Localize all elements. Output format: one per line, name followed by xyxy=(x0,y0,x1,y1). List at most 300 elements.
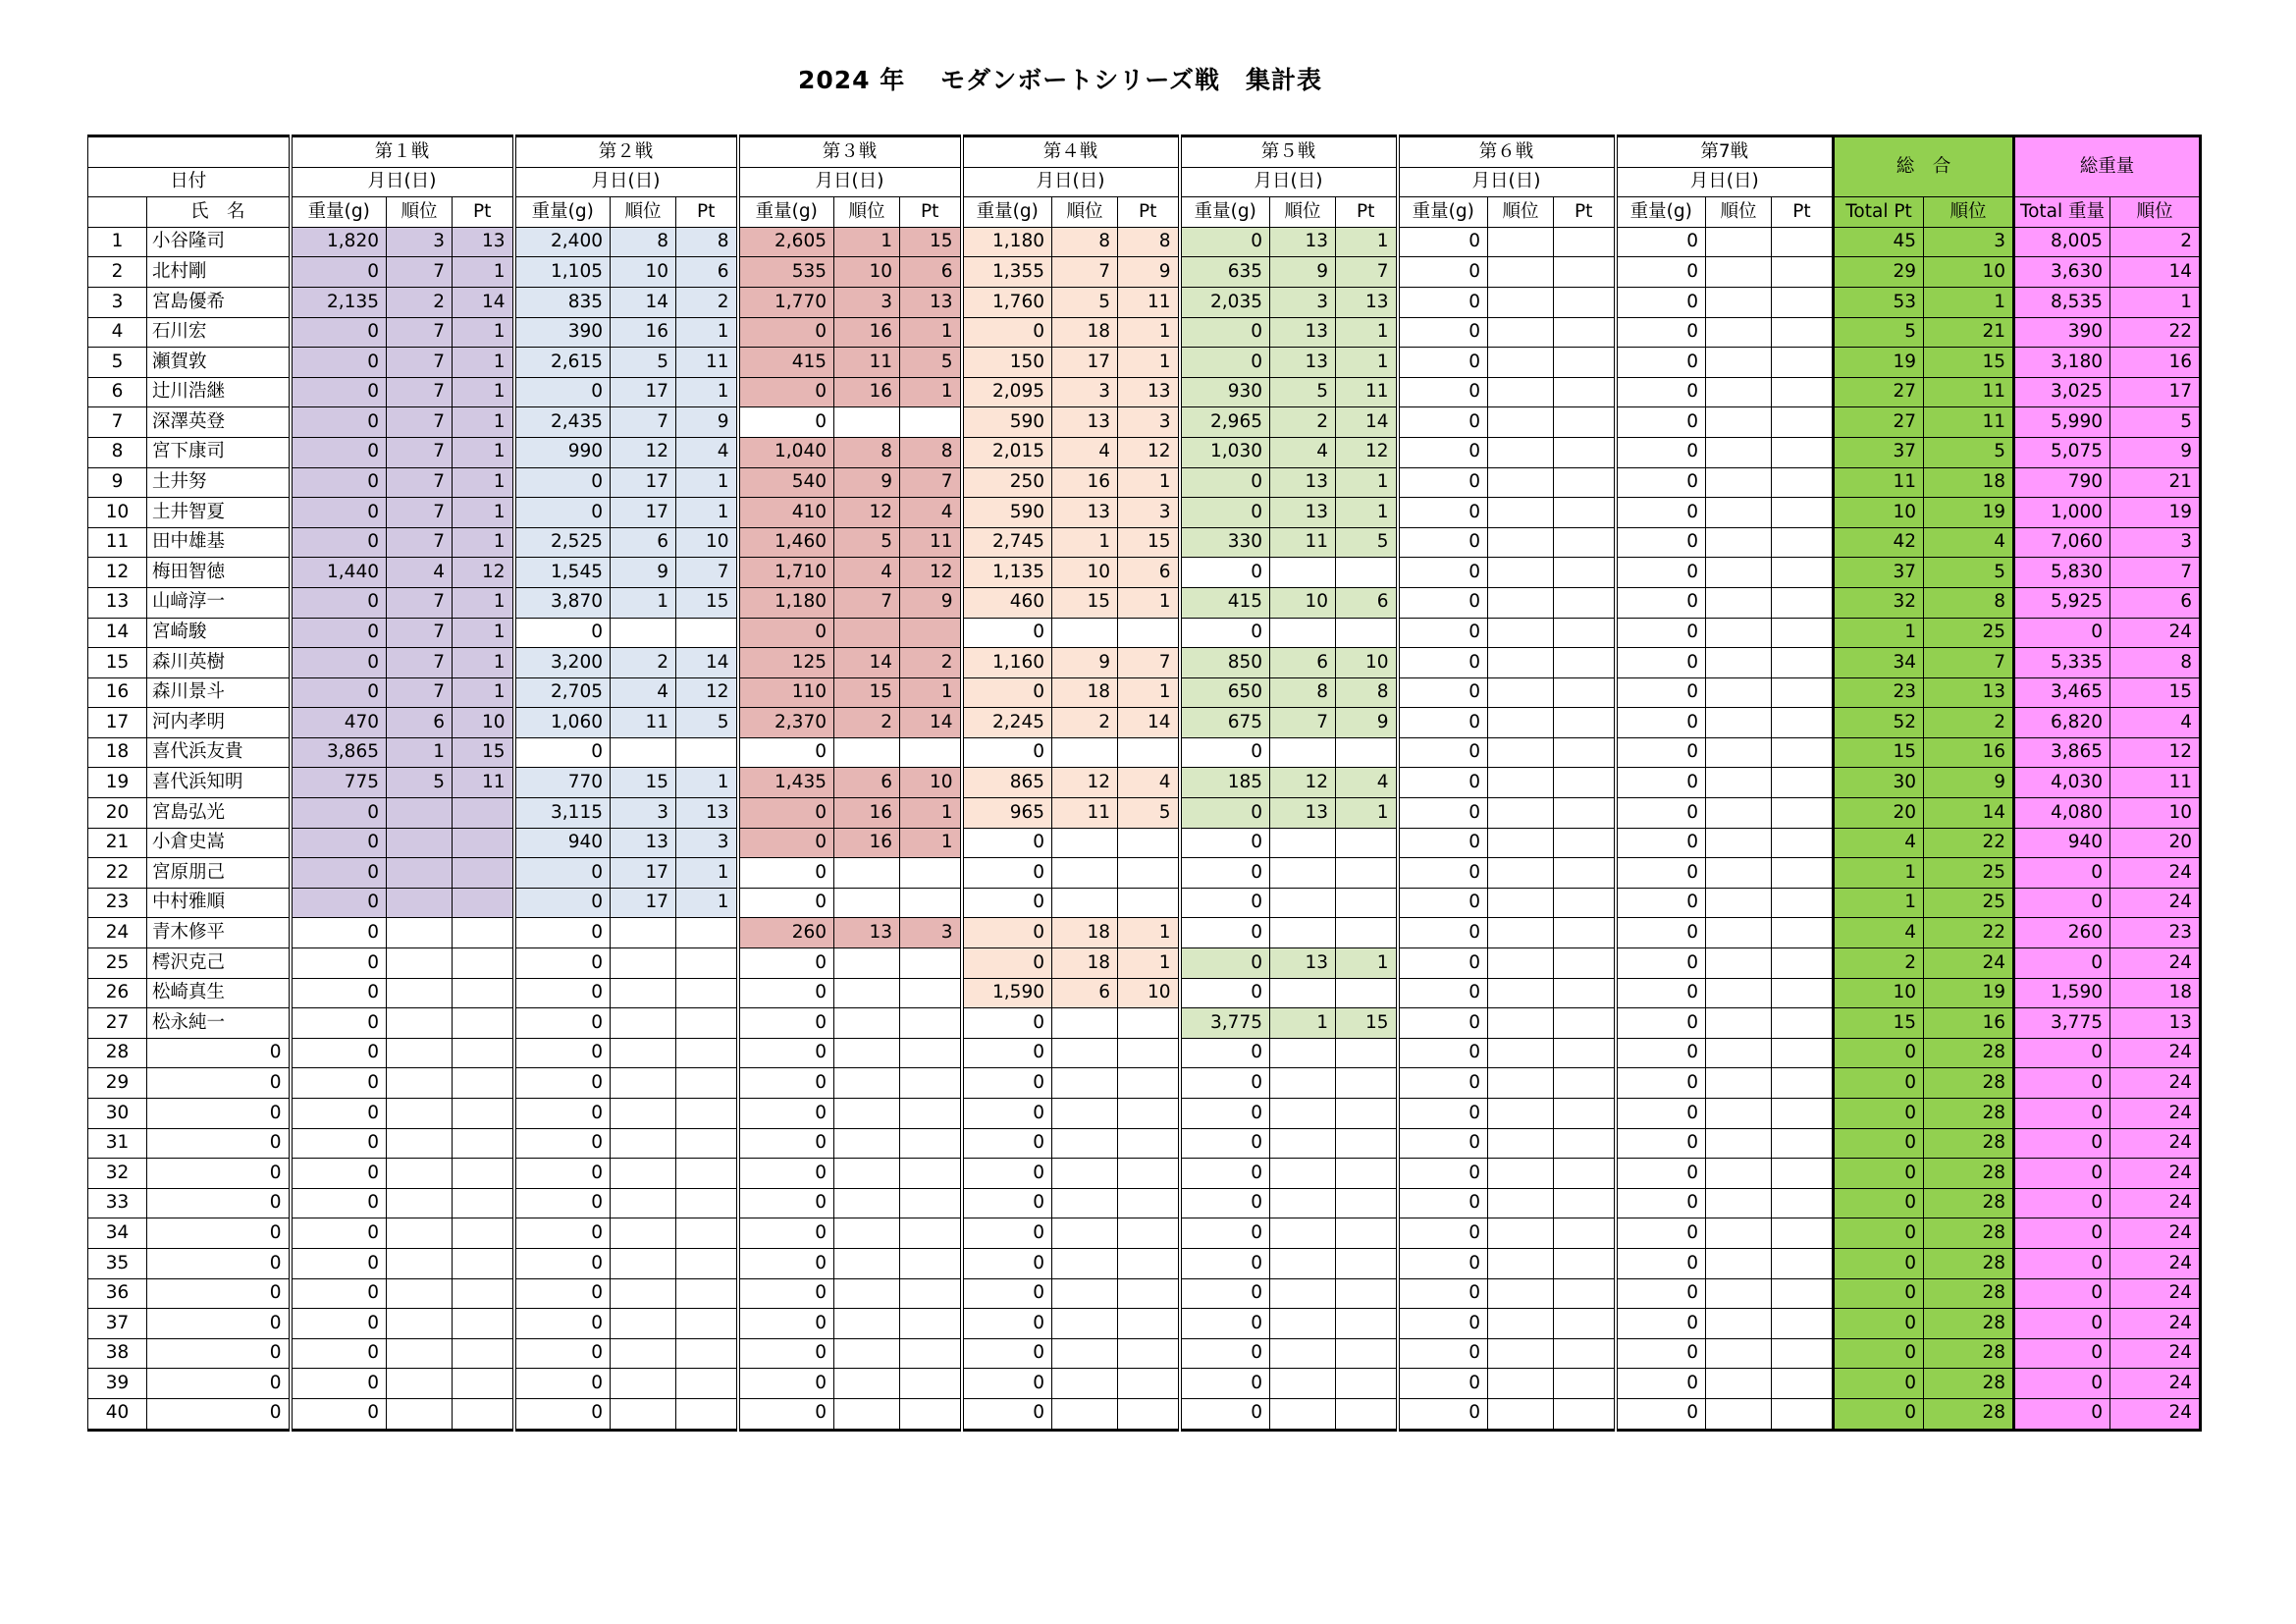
round-pt: 11 xyxy=(676,348,738,378)
total-weight-rank: 6 xyxy=(2110,587,2201,618)
round-weight: 0 xyxy=(1616,948,1706,979)
total-weight: 0 xyxy=(2014,1218,2110,1249)
round-pt xyxy=(676,1248,738,1278)
total-weight: 4,030 xyxy=(2014,768,2110,798)
round-rank xyxy=(387,1068,453,1099)
round-weight: 0 xyxy=(1180,888,1270,918)
total-pt: 29 xyxy=(1834,257,1924,288)
round-rank xyxy=(1270,978,1336,1008)
round-weight: 185 xyxy=(1180,768,1270,798)
total-pt: 19 xyxy=(1834,348,1924,378)
round-weight: 0 xyxy=(1398,1068,1488,1099)
round-weight: 650 xyxy=(1180,677,1270,708)
total-weight-rank: 10 xyxy=(2110,798,2201,829)
participant-name: 山﨑淳一 xyxy=(147,587,291,618)
total-pt: 0 xyxy=(1834,1338,1924,1369)
round-pt xyxy=(1118,1369,1180,1399)
total-rank: 28 xyxy=(1924,1159,2014,1189)
round-pt: 1 xyxy=(1336,498,1398,528)
total-weight: 3,025 xyxy=(2014,377,2110,407)
round-rank: 5 xyxy=(1270,377,1336,407)
round-pt xyxy=(453,1218,514,1249)
row-number: 16 xyxy=(88,677,147,708)
round-rank xyxy=(1488,918,1554,948)
round-weight: 2,965 xyxy=(1180,407,1270,438)
round-rank xyxy=(1706,618,1772,648)
round-rank: 2 xyxy=(1270,407,1336,438)
total-rank: 28 xyxy=(1924,1278,2014,1309)
round-rank xyxy=(387,798,453,829)
round-pt xyxy=(900,618,962,648)
round-weight: 0 xyxy=(291,1159,387,1189)
round-rank: 2 xyxy=(611,648,676,678)
round-weight: 0 xyxy=(291,1128,387,1159)
round-weight: 0 xyxy=(291,677,387,708)
round-weight: 0 xyxy=(962,1278,1052,1309)
round-weight: 0 xyxy=(962,858,1052,889)
round-pt: 5 xyxy=(1118,798,1180,829)
round-pt: 1 xyxy=(453,437,514,467)
round-rank: 18 xyxy=(1052,317,1118,348)
round-pt: 9 xyxy=(1336,708,1398,738)
round-rank xyxy=(1488,648,1554,678)
round-weight: 0 xyxy=(962,1038,1052,1068)
row-number: 24 xyxy=(88,918,147,948)
round-rank xyxy=(1052,1309,1118,1339)
round-weight: 0 xyxy=(1398,1099,1488,1129)
weight-header: 重量(g) xyxy=(962,197,1052,228)
round-weight: 0 xyxy=(291,377,387,407)
participant-name: 森川景斗 xyxy=(147,677,291,708)
round-rank xyxy=(834,1369,900,1399)
round-weight: 965 xyxy=(962,798,1052,829)
total-weight-rank: 8 xyxy=(2110,648,2201,678)
round-rank: 16 xyxy=(611,317,676,348)
round-rank xyxy=(834,1099,900,1129)
total-weight-rank: 14 xyxy=(2110,257,2201,288)
round-rank xyxy=(1052,1338,1118,1369)
total-rank: 28 xyxy=(1924,1398,2014,1430)
total-weight: 0 xyxy=(2014,1248,2110,1278)
round-rank: 10 xyxy=(611,257,676,288)
round-rank xyxy=(834,1309,900,1339)
round-weight: 0 xyxy=(1398,858,1488,889)
round-rank xyxy=(1706,768,1772,798)
round-pt xyxy=(1118,1068,1180,1099)
total-rank: 5 xyxy=(1924,437,2014,467)
round-pt xyxy=(1336,1369,1398,1399)
round-pt: 8 xyxy=(1118,227,1180,257)
round-rank xyxy=(1706,1248,1772,1278)
round-weight: 2,605 xyxy=(738,227,834,257)
round-pt xyxy=(1554,1278,1616,1309)
round-pt: 9 xyxy=(1118,257,1180,288)
table-row xyxy=(88,1278,2201,1309)
round-rank xyxy=(1270,1099,1336,1129)
round-weight: 0 xyxy=(962,1338,1052,1369)
round-pt: 1 xyxy=(900,377,962,407)
round-pt xyxy=(1772,708,1834,738)
round-rank xyxy=(1052,1159,1118,1189)
round-weight: 0 xyxy=(962,1218,1052,1249)
table-row xyxy=(88,858,2201,889)
round-weight: 0 xyxy=(1398,1309,1488,1339)
round-rank xyxy=(1488,467,1554,498)
round-rank xyxy=(1488,1128,1554,1159)
round-pt xyxy=(1772,768,1834,798)
total-pt: 20 xyxy=(1834,798,1924,829)
round-weight: 0 xyxy=(1616,437,1706,467)
round-rank: 10 xyxy=(1052,558,1118,588)
participant-name: 宮崎駿 xyxy=(147,618,291,648)
total-weight-rank: 24 xyxy=(2110,1248,2201,1278)
round-rank xyxy=(387,828,453,858)
round-rank: 6 xyxy=(1270,648,1336,678)
round-pt: 8 xyxy=(676,227,738,257)
row-number: 34 xyxy=(88,1218,147,1249)
row-number: 30 xyxy=(88,1099,147,1129)
round-weight: 0 xyxy=(1398,948,1488,979)
round-pt xyxy=(1772,1099,1834,1129)
round-pt xyxy=(900,1248,962,1278)
round-rank: 7 xyxy=(387,618,453,648)
table-row xyxy=(88,558,2201,588)
round-rank xyxy=(1488,558,1554,588)
total-weight: 3,865 xyxy=(2014,737,2110,768)
table-row xyxy=(88,287,2201,317)
round-rank: 1 xyxy=(834,227,900,257)
round-pt xyxy=(1554,948,1616,979)
round-pt: 9 xyxy=(900,587,962,618)
total-rank: 22 xyxy=(1924,918,2014,948)
pt-header: Pt xyxy=(676,197,738,228)
table-row xyxy=(88,978,2201,1008)
round-rank xyxy=(1270,1188,1336,1218)
round-weight: 0 xyxy=(291,828,387,858)
row-number: 2 xyxy=(88,257,147,288)
round-weight: 0 xyxy=(291,1038,387,1068)
row-number: 5 xyxy=(88,348,147,378)
round-rank xyxy=(1052,1278,1118,1309)
round-pt xyxy=(676,1159,738,1189)
round-weight: 0 xyxy=(962,1099,1052,1129)
participant-name: 森川英樹 xyxy=(147,648,291,678)
round-weight: 0 xyxy=(1398,348,1488,378)
row-number: 21 xyxy=(88,828,147,858)
round-header: 第４戦 xyxy=(962,136,1180,168)
round-rank: 7 xyxy=(387,498,453,528)
round-rank xyxy=(1706,227,1772,257)
participant-name: 0 xyxy=(147,1218,291,1249)
round-rank xyxy=(1706,407,1772,438)
total-rank: 14 xyxy=(1924,798,2014,829)
round-pt: 12 xyxy=(453,558,514,588)
total-weight-rank: 5 xyxy=(2110,407,2201,438)
round-pt: 6 xyxy=(1336,587,1398,618)
round-pt xyxy=(1554,527,1616,558)
round-pt xyxy=(900,1309,962,1339)
round-weight: 0 xyxy=(291,918,387,948)
round-rank: 7 xyxy=(387,677,453,708)
round-rank xyxy=(1270,1068,1336,1099)
round-weight: 0 xyxy=(1616,257,1706,288)
total-weight: 1,000 xyxy=(2014,498,2110,528)
table-row xyxy=(88,467,2201,498)
total-weight-rank: 18 xyxy=(2110,978,2201,1008)
round-pt xyxy=(1772,948,1834,979)
round-pt xyxy=(900,948,962,979)
round-pt xyxy=(676,737,738,768)
round-rank xyxy=(834,948,900,979)
total-pt: 0 xyxy=(1834,1248,1924,1278)
total-weight-rank: 24 xyxy=(2110,1068,2201,1099)
round-weight: 3,775 xyxy=(1180,1008,1270,1039)
round-weight: 0 xyxy=(738,1038,834,1068)
total-weight: 0 xyxy=(2014,1128,2110,1159)
row-number: 17 xyxy=(88,708,147,738)
round-weight: 0 xyxy=(738,377,834,407)
total-weight-rank: 24 xyxy=(2110,1099,2201,1129)
round-pt xyxy=(1772,798,1834,829)
round-pt xyxy=(676,1038,738,1068)
round-pt: 8 xyxy=(1336,677,1398,708)
round-weight: 0 xyxy=(1616,648,1706,678)
round-pt xyxy=(1554,558,1616,588)
total-pt: 0 xyxy=(1834,1278,1924,1309)
total-pt: 52 xyxy=(1834,708,1924,738)
round-rank xyxy=(387,888,453,918)
round-weight: 540 xyxy=(738,467,834,498)
row-number: 10 xyxy=(88,498,147,528)
round-weight: 865 xyxy=(962,768,1052,798)
round-pt xyxy=(1554,918,1616,948)
pt-header: Pt xyxy=(1554,197,1616,228)
round-rank xyxy=(1706,708,1772,738)
date-label: 日付 xyxy=(88,167,291,197)
round-weight: 0 xyxy=(1616,1278,1706,1309)
round-rank xyxy=(834,1278,900,1309)
round-rank xyxy=(1706,1068,1772,1099)
round-weight: 0 xyxy=(291,527,387,558)
round-pt xyxy=(1772,527,1834,558)
round-pt: 10 xyxy=(676,527,738,558)
round-pt xyxy=(1118,888,1180,918)
round-rank xyxy=(834,1068,900,1099)
round-pt: 1 xyxy=(1118,918,1180,948)
round-rank xyxy=(834,1398,900,1430)
total-weight-rank: 13 xyxy=(2110,1008,2201,1039)
total-pt: 30 xyxy=(1834,768,1924,798)
round-pt xyxy=(1554,1099,1616,1129)
total-weight: 5,830 xyxy=(2014,558,2110,588)
round-weight: 0 xyxy=(1398,1248,1488,1278)
round-rank xyxy=(1488,498,1554,528)
total-weight: 5,075 xyxy=(2014,437,2110,467)
round-pt: 1 xyxy=(453,677,514,708)
round-rank xyxy=(387,1099,453,1129)
total-weight-rank: 2 xyxy=(2110,227,2201,257)
round-weight: 0 xyxy=(1180,558,1270,588)
round-weight: 0 xyxy=(1180,737,1270,768)
round-rank: 13 xyxy=(834,918,900,948)
round-pt: 7 xyxy=(1336,257,1398,288)
round-pt: 14 xyxy=(453,287,514,317)
total-pt: 37 xyxy=(1834,437,1924,467)
round-pt: 1 xyxy=(453,407,514,438)
round-weight: 0 xyxy=(514,1188,611,1218)
round-rank xyxy=(834,978,900,1008)
total-rank: 5 xyxy=(1924,558,2014,588)
round-rank: 15 xyxy=(611,768,676,798)
round-rank: 3 xyxy=(611,798,676,829)
total-rank: 8 xyxy=(1924,587,2014,618)
total-rank: 21 xyxy=(1924,317,2014,348)
round-pt xyxy=(676,1128,738,1159)
round-rank xyxy=(1270,1128,1336,1159)
round-weight: 835 xyxy=(514,287,611,317)
row-number: 26 xyxy=(88,978,147,1008)
round-rank xyxy=(1706,978,1772,1008)
round-weight: 0 xyxy=(514,1369,611,1399)
round-weight: 0 xyxy=(514,467,611,498)
round-rank: 2 xyxy=(1052,708,1118,738)
round-rank: 9 xyxy=(834,467,900,498)
round-pt xyxy=(1554,1128,1616,1159)
round-weight: 260 xyxy=(738,918,834,948)
rank-header: 順位 xyxy=(1052,197,1118,228)
round-pt xyxy=(1336,1128,1398,1159)
round-weight: 0 xyxy=(291,257,387,288)
results-table xyxy=(87,135,2202,1432)
round-weight: 0 xyxy=(1180,1278,1270,1309)
round-pt xyxy=(900,888,962,918)
total-rank: 16 xyxy=(1924,737,2014,768)
round-rank xyxy=(611,1159,676,1189)
round-pt: 4 xyxy=(1118,768,1180,798)
round-rank: 4 xyxy=(387,558,453,588)
round-rank xyxy=(1488,737,1554,768)
weight-header: 重量(g) xyxy=(1398,197,1488,228)
round-rank: 8 xyxy=(834,437,900,467)
round-pt xyxy=(1118,828,1180,858)
round-rank xyxy=(834,1338,900,1369)
round-pt xyxy=(453,978,514,1008)
total-weight: 0 xyxy=(2014,1338,2110,1369)
round-rank xyxy=(1488,978,1554,1008)
total-pt: 45 xyxy=(1834,227,1924,257)
total-weight-rank: 24 xyxy=(2110,1309,2201,1339)
round-rank xyxy=(1706,1188,1772,1218)
round-header: 第５戦 xyxy=(1180,136,1398,168)
round-rank xyxy=(611,1248,676,1278)
round-weight: 775 xyxy=(291,768,387,798)
round-weight: 0 xyxy=(1180,1099,1270,1129)
round-rank xyxy=(1706,858,1772,889)
round-rank xyxy=(387,858,453,889)
total-rank: 28 xyxy=(1924,1338,2014,1369)
round-rank: 11 xyxy=(1052,798,1118,829)
round-pt xyxy=(1118,1188,1180,1218)
round-weight: 0 xyxy=(291,437,387,467)
round-weight: 0 xyxy=(514,498,611,528)
round-pt xyxy=(1554,348,1616,378)
round-rank xyxy=(1488,287,1554,317)
round-pt xyxy=(900,1369,962,1399)
round-weight: 0 xyxy=(1398,918,1488,948)
round-weight: 460 xyxy=(962,587,1052,618)
round-weight: 0 xyxy=(1616,287,1706,317)
round-pt xyxy=(1336,737,1398,768)
participant-name: 0 xyxy=(147,1128,291,1159)
round-rank xyxy=(834,1128,900,1159)
round-pt xyxy=(1772,888,1834,918)
round-rank xyxy=(387,1038,453,1068)
round-rank: 14 xyxy=(834,648,900,678)
round-rank xyxy=(611,1369,676,1399)
round-pt xyxy=(676,618,738,648)
round-pt: 7 xyxy=(900,467,962,498)
round-rank xyxy=(1706,828,1772,858)
participant-name: 小倉史嵩 xyxy=(147,828,291,858)
round-pt xyxy=(900,1008,962,1039)
round-weight: 2,015 xyxy=(962,437,1052,467)
total-weight: 5,335 xyxy=(2014,648,2110,678)
round-pt xyxy=(453,1188,514,1218)
round-pt xyxy=(1554,1398,1616,1430)
round-weight: 0 xyxy=(1180,1398,1270,1430)
round-weight: 0 xyxy=(514,1218,611,1249)
participant-name: 樗沢克己 xyxy=(147,948,291,979)
round-weight: 0 xyxy=(738,1068,834,1099)
round-rank xyxy=(1270,1398,1336,1430)
round-weight: 0 xyxy=(1616,1038,1706,1068)
total-pt: 15 xyxy=(1834,1008,1924,1039)
round-pt: 1 xyxy=(900,677,962,708)
round-rank xyxy=(1052,858,1118,889)
round-weight: 0 xyxy=(1616,677,1706,708)
round-pt xyxy=(453,1159,514,1189)
round-pt: 11 xyxy=(900,527,962,558)
round-weight: 0 xyxy=(1398,527,1488,558)
total-weight: 8,005 xyxy=(2014,227,2110,257)
round-weight: 1,355 xyxy=(962,257,1052,288)
round-rank xyxy=(1706,1099,1772,1129)
round-rank xyxy=(1706,287,1772,317)
round-rank: 1 xyxy=(1270,1008,1336,1039)
total-weight: 3,630 xyxy=(2014,257,2110,288)
participant-name: 梅田智徳 xyxy=(147,558,291,588)
round-weight: 0 xyxy=(1398,1188,1488,1218)
round-weight: 0 xyxy=(738,1128,834,1159)
round-pt xyxy=(900,978,962,1008)
round-rank xyxy=(1488,587,1554,618)
round-pt xyxy=(676,918,738,948)
round-weight: 1,460 xyxy=(738,527,834,558)
round-rank: 5 xyxy=(387,768,453,798)
round-rank xyxy=(1488,1369,1554,1399)
round-weight: 0 xyxy=(291,618,387,648)
round-weight: 250 xyxy=(962,467,1052,498)
total-weight-rank: 9 xyxy=(2110,437,2201,467)
round-weight: 0 xyxy=(1616,587,1706,618)
round-pt xyxy=(900,1338,962,1369)
participant-name: 瀬賀敦 xyxy=(147,348,291,378)
round-weight: 0 xyxy=(1180,918,1270,948)
round-pt xyxy=(1118,1159,1180,1189)
round-rank xyxy=(1052,888,1118,918)
row-number: 31 xyxy=(88,1128,147,1159)
round-pt: 5 xyxy=(900,348,962,378)
